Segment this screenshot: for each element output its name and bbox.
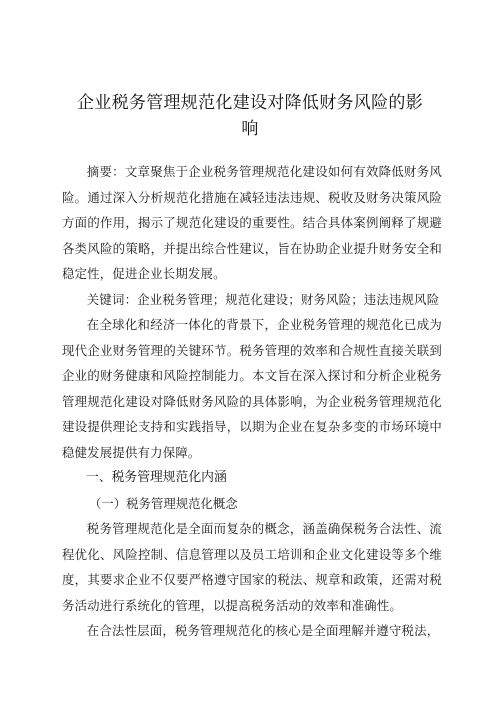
subsection-heading: （一）税务管理规范化概念 [89,495,238,511]
keywords-paragraph: 关键词：企业税务管理；规范化建设；财务风险；违法违规风险 [86,291,440,307]
intro-paragraph: 在全球化和经济一体化的背景下，企业税务管理的规范化已成为现代企业财务管理的关键环节。税务管理的效率和合规性直接关联到企业的财务健康和风险控制能力。本文旨在深入探讨和分析企业税务管理规范化建设对降低财务风险的具体影响，为企业税务管理规范化建设提供理论支持和实践指导，以期为企业在复杂多变的市场环境中稳健发展提供有力保障。 [62,317,442,460]
section-heading: 一、税务管理规范化内涵 [86,470,227,485]
title-line-1: 企业税务管理规范化建设对降低财务风险的影 [77,93,423,113]
abstract-paragraph: 摘要：文章聚焦于企业税务管理规范化建设如何有效降低财务风险。通过深入分析规范化措施在减轻违法违规、税收及财务决策风险方面的作用，揭示了规范化建设的重要性。结合具体案例阐释了规避各类风险的策略，并提出综合性建议，旨在协助企业提升财务安全和稳定性，促进企业长期发展。 [62,164,442,281]
document-body [62,159,442,644]
document-title [62,90,438,142]
body-paragraph-continued: 在合法性层面，税务管理规范化的核心是全面理解并遵守税法， [86,623,440,638]
title-line-2: 响 [241,119,259,139]
body-paragraph: 税务管理规范化是全面而复杂的概念，涵盖确保税务合法性、流程优化、风险控制、信息管理以及员工培训和企业文化建设等多个维度，其要求企业不仅要严格遵守国家的税法、规章和政策，还需对税务活动进行系统化的管理，以提高税务活动的效率和准确性。 [62,521,442,613]
